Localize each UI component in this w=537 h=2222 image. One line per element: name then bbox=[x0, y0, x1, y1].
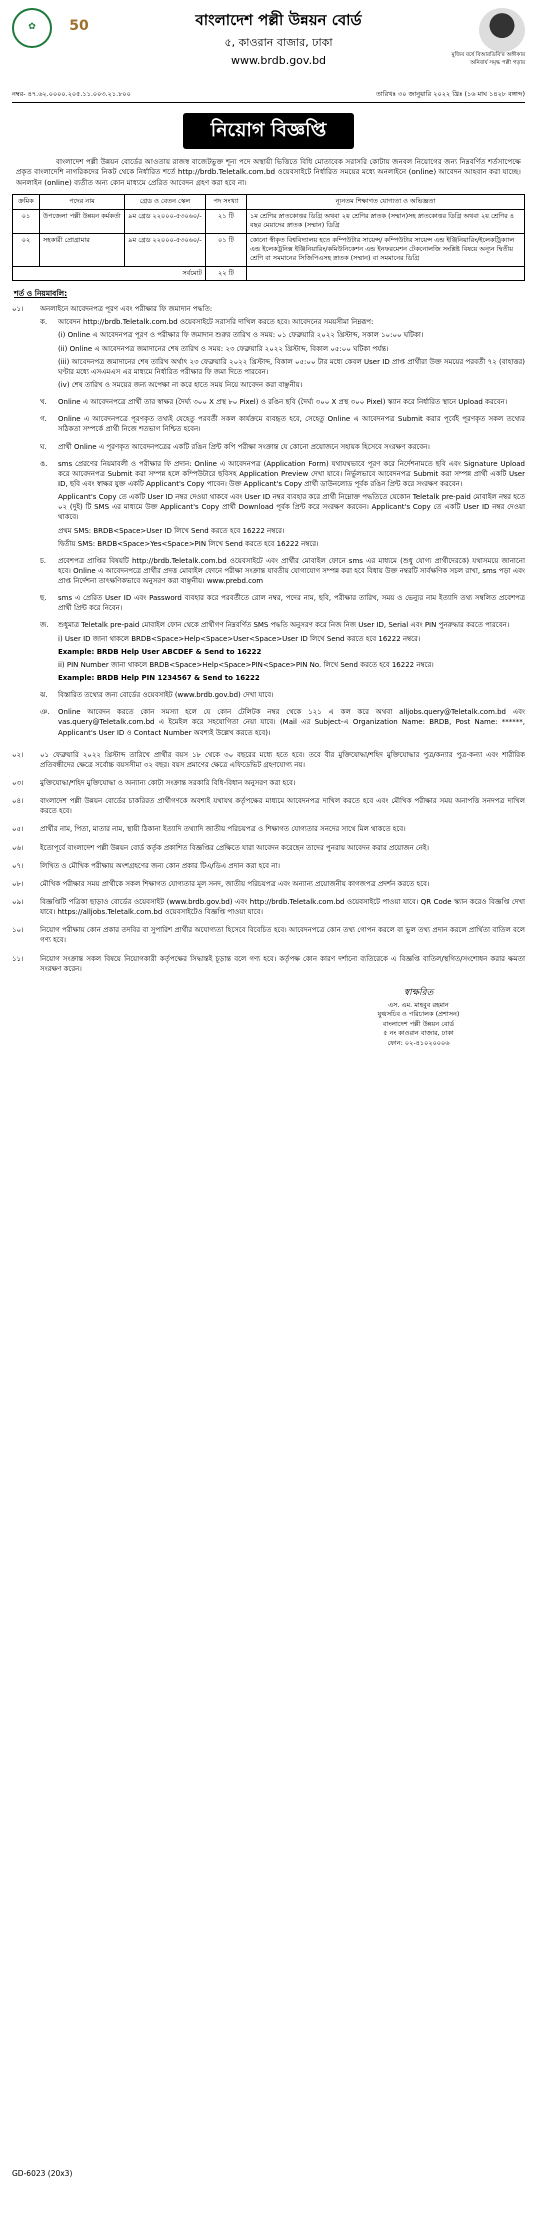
sub-term-paragraph: প্রার্থী Online এ পূরণকৃত আবেদনপত্রের একটি রঙিন প্রিন্ট কপি পরীক্ষা সংক্রান্ত যে কোনো প্রয়োজনে সহায়ক হিসেবে সংরক্ষণ করবেন। bbox=[58, 442, 430, 451]
sub-term-item bbox=[40, 690, 525, 703]
sub-term-letter: চ. bbox=[40, 556, 47, 565]
term-body bbox=[40, 925, 525, 948]
term-text: মৌখিক পরীক্ষার সময় প্রার্থীকে সকল শিক্ষাগত যোগ্যতার মূল সনদ, জাতীয় পরিচয়পত্র এবং অন্যান্য প্রয়োজনীয় কাগজপত্র প্রদর্শন করতে হবে। bbox=[40, 879, 430, 888]
sub-term-letter: জ. bbox=[40, 621, 49, 630]
term-item bbox=[12, 925, 525, 948]
term-number: ০১। bbox=[12, 305, 24, 314]
signatory-address: ৫ নং কাওরান বাজার, ঢাকা bbox=[383, 1029, 454, 1038]
sub-term-item bbox=[40, 556, 525, 589]
term-item bbox=[12, 304, 525, 745]
sub-term-paragraph: প্রবেশপত্র প্রাপ্তির বিষয়টি http://brdb.Teletalk.com.bd ওয়েবসাইটে এবং প্রার্থীর মোবাইল ফোনে sms এর মাধ্যমে (শুধু যোগ্য প্রার্থীদেরকে) যথাসময়ে জানানো হবে। Online এ আবেদনপত্রে প্রার্থীর প্রদত্ত মোবাইল ফোনে পরীক্ষা সংক্রান্ত যাবতীয় যোগাযোগ সম্পন্ন করা হবে বিধায় উক্ত নম্বরটি সার্বক্ষণিক সচল রাখা, sms পড়া এবং প্রাপ্ত নির্দেশনা তাৎক্ষণিকভাবে অনুসরণ করা বাঞ্ছনীয়। www.prebd.com bbox=[58, 556, 525, 586]
term-text: লিখিত ও মৌখিক পরীক্ষায় অংশগ্রহণের জন্য কোন প্রকার টিএ/ডিএ প্রদান করা হবে না। bbox=[40, 861, 280, 870]
total-count: ২২ টি bbox=[206, 266, 247, 280]
sub-term-letter: ঙ. bbox=[40, 459, 48, 468]
term-number: ০৮। bbox=[12, 879, 24, 888]
term-text: ইতোপূর্বে বাংলাদেশ পল্লী উন্নয়ন বোর্ড কর্তৃক প্রকাশিত বিজ্ঞপ্তির প্রেক্ষিতে যারা আবেদন করেছেন তাদের পুনরায় আবেদন করার প্রয়োজন নেই। bbox=[40, 843, 430, 852]
sub-term-letter: ছ. bbox=[40, 594, 47, 603]
sub-term-paragraph: ii) PIN Number জানা থাকলে BRDB<Space>Help<Space>PIN<Space>PIN No. লিখে Send করতে হবে 16222 নম্বরে। bbox=[58, 660, 434, 669]
term-item bbox=[12, 824, 525, 837]
signatory-name: এস. এম. মাহবুব রহমান bbox=[388, 1000, 449, 1009]
sub-term-letter: ঘ. bbox=[40, 442, 47, 451]
terms-heading: শর্ত ও নিয়মাবলি: bbox=[14, 289, 68, 299]
col-qualification: ন্যূনতম শিক্ষাগত যোগ্যতা ও অভিজ্ঞতা bbox=[247, 195, 525, 209]
sub-term-paragraph: দ্বিতীয় SMS: BRDB<Space>Yes<Space>PIN লিখে Send করতে হবে 16222 নম্বরে। bbox=[58, 539, 319, 548]
title-wrap bbox=[12, 113, 525, 149]
term-item bbox=[12, 954, 525, 977]
sub-term-paragraph: (iii) আবেদনপত্র জমাদানের শেষ তারিখ অর্থাৎ ২৩ ফেব্রুয়ারি ২০২২ খ্রিস্টাব্দ, বিকাল ০৫:০০ টার মধ্যে কেবল User ID প্রাপ্ত প্রার্থীরা উক্ত সময়ের পরবর্তী ৭২ (বাহাত্তর) ঘণ্টার মধ্যে এসএমএস এর মাধ্যমে নির্ধারিত পরীক্ষার ফি জমা দিতে পারবেন। bbox=[58, 357, 525, 376]
sub-term-item bbox=[40, 593, 525, 616]
term-text: নিয়োগ পরীক্ষায় কোন প্রকার তদবির বা সুপারিশ প্রার্থীর অযোগ্যতা হিসেবে বিবেচিত হবে। আবেদনপত্রে কোন তথ্য গোপন করলে বা ভুল তথ্য প্রদান করলে প্রার্থিতা বাতিল বলে গণ্য হবে। bbox=[40, 926, 525, 945]
sub-term-paragraph: আবেদন http://brdb.Teletalk.com.bd ওয়েবসাইটে সরাসরি দাখিল করতে হবে। আবেদনের সময়সীমা নিম্নরূপ: bbox=[58, 318, 374, 327]
sub-term-paragraph: Applicant's Copy তে একটি User ID নম্বর দেওয়া থাকবে এবং User ID নম্বর ব্যবহার করে প্রার্থী নিম্নোক্ত পদ্ধতিতে যেকোন Teletalk pre-paid মোবাইল নম্বর হতে ০২ (দুই) টি SMS এর মাধ্যমে উক্ত Applicant's Copy প্রার্থী Download পূর্বক প্রিন্ট করে সংরক্ষণ করবেন। Applicant's Copy তে একটি User ID নম্বর দেওয়া থাকবে। bbox=[58, 493, 525, 522]
row-serial: ০১ bbox=[13, 209, 40, 233]
term-number: ০৫। bbox=[12, 825, 24, 834]
table-total-row bbox=[13, 266, 525, 280]
sub-term-body bbox=[58, 459, 525, 552]
term-text: নিয়োগ সংক্রান্ত সকল বিষয়ে নিয়োগকারী কর্তৃপক্ষের সিদ্ধান্তই চূড়ান্ত বলে গণ্য হবে। কর্তৃপক্ষ কোন কারণ দর্শানো ব্যতিরেকে এ বিজ্ঞপ্তি বাতিল/স্থগিত/সংশোধন করার ক্ষমতা সংরক্ষণ করেন। bbox=[40, 954, 525, 973]
header bbox=[12, 8, 525, 86]
col-grade: গ্রেড ও বেতন স্কেল bbox=[125, 195, 206, 209]
row-grade: ৯ম গ্রেড ২২০০০-৫৩০৬০/- bbox=[125, 233, 206, 266]
signature-mark: স্বাক্ষরিত bbox=[403, 987, 434, 998]
notice-date: তারিখঃ ৩০ জানুয়ারি ২০২২ খ্রিঃ (১৬ মাঘ ১৪২৮ বঙ্গাব্দ) bbox=[376, 90, 525, 98]
row-count: ২১ টি bbox=[206, 209, 247, 233]
col-serial: ক্রমিক bbox=[13, 195, 40, 209]
signatory-designation: যুগ্মসচিব ও পরিচালক (প্রশাসন) bbox=[377, 1010, 460, 1019]
sub-term-body bbox=[58, 317, 525, 393]
sub-term-item bbox=[40, 442, 525, 455]
term-body bbox=[40, 843, 525, 856]
sub-term-letter: ক. bbox=[40, 318, 48, 327]
sub-term-paragraph: শুধুমাত্র Teletalk pre-paid মোবাইল ফোন থেকে প্রার্থীগণ নিম্নবর্ণিত SMS পদ্ধতি অনুসরণ করে নিজ নিজ User ID, Serial এবং PIN পুনরুদ্ধার করতে পারবেন। bbox=[58, 621, 510, 630]
sub-term-letter: খ. bbox=[40, 398, 47, 407]
row-count: ০১ টি bbox=[206, 233, 247, 266]
row-serial: ০২ bbox=[13, 233, 40, 266]
notice-title: নিয়োগ বিজ্ঞপ্তি bbox=[183, 113, 354, 149]
row-post-name: সহকারী প্রোগ্রামার bbox=[40, 233, 125, 266]
row-post-name: উপজেলা পল্লী উন্নয়ন কর্মকর্তা bbox=[40, 209, 125, 233]
term-text: মুক্তিযোদ্ধা/শহিদ মুক্তিযোদ্ধা ও অন্যান্য কোটা সংক্রান্ত সরকারি বিধি-বিধান অনুসরণ করা হবে। bbox=[40, 779, 296, 788]
term-body bbox=[40, 954, 525, 977]
memo-number: নম্বর- ৪৭.৬২.০০০০.২০৫.১১.০০৩.২১.৮০০ bbox=[12, 90, 131, 98]
sub-term-item bbox=[40, 317, 525, 393]
term-item bbox=[12, 897, 525, 920]
term-text: ০১ ফেব্রুয়ারি ২০২২ খ্রিস্টাব্দ তারিখে প্রার্থীর বয়স ১৮ থেকে ৩০ বছরের মধ্যে হতে হবে। তবে বীর মুক্তিযোদ্ধা/শহিদ মুক্তিযোদ্ধার পুত্র/কন্যার পুত্র-কন্যা এবং শারীরিক প্রতিবন্ধীদের ক্ষেত্রে সর্বোচ্চ বয়সসীমা ৩২ বছর। বয়স প্রমাণের ক্ষেত্রে এফিডেভিট গ্রহণযোগ্য নয়। bbox=[40, 750, 525, 769]
term-number: ১১। bbox=[12, 954, 24, 963]
header-logos bbox=[12, 8, 132, 48]
sub-term-letter: গ. bbox=[40, 415, 47, 424]
term-number: ০২। bbox=[12, 750, 24, 759]
sub-term-paragraph: (iv) শেষ তারিখ ও সময়ের জন্য অপেক্ষা না করে হাতে সময় নিয়ে আবেদন করা বাঞ্ছনীয়। bbox=[58, 380, 303, 389]
term-text: বিজ্ঞপ্তিটি পত্রিকা ছাড়াও বোর্ডের ওয়েবসাইট (www.brdb.gov.bd) এবং http://brdb.Teletalk.com.bd ওয়েবসাইটে পাওয়া যাবে। QR Code স্ক্যান করেও বিজ্ঞপ্তি দেখা যাবে। https://alljobs.Teletalk.com.bd ওয়েবসাইটেও বিজ্ঞপ্তি পাওয়া যাবে। bbox=[40, 898, 525, 917]
sub-term-paragraph: i) User ID জানা থাকলে BRDB<Space>Help<Space>User<Space>User ID লিখে Send করতে হবে 16222 নম্বরে। bbox=[58, 634, 421, 643]
sub-term-body bbox=[58, 397, 525, 410]
golden-jubilee-logo-icon: 50 bbox=[69, 18, 89, 34]
term-body bbox=[40, 897, 525, 920]
term-text: অনলাইনে আবেদনপত্র পূরণ এবং পরীক্ষার ফি জমাদান পদ্ধতি: bbox=[40, 305, 213, 314]
term-body bbox=[40, 879, 525, 892]
sub-term-item bbox=[40, 620, 525, 686]
sub-term-body bbox=[58, 593, 525, 616]
footer-code: GD-6023 (20x3) bbox=[12, 2169, 73, 2179]
terms-list bbox=[12, 304, 525, 977]
intro-paragraph: বাংলাদেশ পল্লী উন্নয়ন বোর্ডের আওতায় রাজস্ব বাজেটভুক্ত শূন্য পদে অস্থায়ী ভিত্তিতে বিধি মোতাবেক সরাসরি কোটায় জনবল নিয়োগের জন্য নিম্নবর্ণিত শর্তসাপেক্ষে প্রকৃত বাংলাদেশি নাগরিকদের নিকট থেকে নির্ধারিত শর্তে http://brdb.Teletalk.com.bd ওয়েবসাইটে নির্ধারিত সময়ের মধ্যে অনলাইনে (online) আবেদন আহবান করা যাচ্ছে। অনলাইন (online) ব্যতীত অন্য কোন মাধ্যমে প্রেরিত আবেদন গ্রহণ করা হবে না। bbox=[16, 156, 521, 187]
org-website: www.brdb.gov.bd bbox=[230, 53, 327, 67]
term-body bbox=[40, 824, 525, 837]
sub-term-paragraph: sms প্রেরণের নিয়মাবলী ও পরীক্ষার ফি প্রদান: Online এ আবেদনপত্র (Application Form) যথাযথভাবে পূরণ করে নির্দেশনামতে ছবি এবং Signature Upload করে আবেদনপত্র Submit করা সম্পন্ন হলে কম্পিউটারে ছবিসহ Application Preview দেখা যাবে। নির্ভুলভাবে আবেদনপত্র Submit করা সম্পন্ন প্রার্থী একটি User ID, ছবি এবং স্বাক্ষর যুক্ত একটি Applicant's Copy পাবেন। উক্ত Applicant's Copy প্রার্থী ডাউনলোড পূর্বক রঙিন প্রিন্ট করে সংরক্ষণ করবেন। bbox=[58, 459, 525, 488]
term-text: বাংলাদেশ পল্লী উন্নয়ন বোর্ডের চাকরিরত প্রার্থীগণকে অবশ্যই যথাযথ কর্তৃপক্ষের মাধ্যমে আবেদনপত্র দাখিল করতে হবে এবং মৌখিক পরীক্ষার সময় অনাপত্তি সনদপত্র দাখিল করতে হবে। bbox=[40, 797, 525, 816]
term-number: ০৩। bbox=[12, 779, 24, 788]
table-row bbox=[13, 233, 525, 266]
sub-term-item bbox=[40, 414, 525, 437]
posts-table-header bbox=[13, 195, 525, 209]
row-qualification: কোনো স্বীকৃত বিশ্ববিদ্যালয় হতে কম্পিউটার সায়েন্স/ কম্পিউটার সায়েন্স এন্ড ইঞ্জিনিয়ারিং/ইলেকট্রিক্যাল এন্ড ইলেকট্রনিক্স ইঞ্জিনিয়ারিং/কমিউনিকেশন এন্ড ইনফরমেশন টেকনোলজি সংশ্লিষ্ট বিষয়ে অন্যূন দ্বিতীয় শ্রেণি বা সমমানের সিজিপিএসহ স্নাতক (সম্মান) বা সমমানের ডিগ্রি bbox=[247, 233, 525, 266]
sub-term-body bbox=[58, 690, 525, 703]
total-empty bbox=[247, 266, 525, 280]
sub-term-body bbox=[58, 414, 525, 437]
term-item bbox=[12, 879, 525, 892]
term-item bbox=[12, 796, 525, 819]
right-caption-2: অনিবার্য সমৃদ্ধ পল্লী গড়ার bbox=[470, 59, 525, 66]
signatory-org: বাংলাদেশ পল্লী উন্নয়ন বোর্ড bbox=[382, 1019, 455, 1028]
header-right bbox=[425, 8, 525, 68]
sub-term-body bbox=[58, 442, 525, 455]
header-center bbox=[132, 8, 425, 69]
org-address: ৫, কাওরান বাজার, ঢাকা bbox=[224, 35, 333, 49]
portrait-icon bbox=[479, 8, 525, 52]
sub-term-body bbox=[58, 707, 525, 740]
sub-term-body bbox=[58, 620, 525, 686]
term-item bbox=[12, 750, 525, 773]
term-item bbox=[12, 861, 525, 874]
sub-term-item bbox=[40, 397, 525, 410]
term-number: ১০। bbox=[12, 926, 24, 935]
term-item bbox=[12, 778, 525, 791]
term-number: ০৭। bbox=[12, 861, 24, 870]
sub-term-letter: ঞ. bbox=[40, 708, 50, 717]
posts-table bbox=[12, 194, 525, 281]
sub-term-paragraph: Online এ আবেদনপত্রে পূরণকৃত তথ্যই যেহেতু পরবর্তী সকল কার্যক্রমে ব্যবহৃত হবে, সেহেতু Online এ আবেদনপত্র Submit করার পূর্বেই পূরণকৃত সকল তথ্যের সঠিকতা সম্পর্কে প্রার্থী নিজে শতভাগ নিশ্চিত হবেন। bbox=[58, 415, 525, 434]
right-caption-1: মুজিব বর্ষে বিআরডিবি'র অঙ্গীকার bbox=[451, 52, 525, 58]
sub-term-item bbox=[40, 707, 525, 740]
sub-term-paragraph: Example: BRDB Help User ABCDEF & Send to 16222 bbox=[58, 647, 262, 656]
term-text: প্রার্থীর নাম, পিতা, মাতার নাম, স্থায়ী ঠিকানা ইত্যাদি তথ্যাদি জাতীয় পরিচয়পত্র ও শিক্ষাগত যোগ্যতার সনদের সাথে মিল থাকতে হবে। bbox=[40, 825, 406, 834]
sub-term-paragraph: sms এ প্রেরিত User ID এবং Password ব্যবহার করে পরবর্তীতে রোল নম্বর, পদের নাম, ছবি, পরীক্ষার তারিখ, সময় ও ভেন্যুর নাম ইত্যাদি তথ্য সম্বলিত প্রবেশপত্র প্রার্থী প্রিন্ট করে নিবেন। bbox=[58, 594, 525, 613]
term-body bbox=[40, 778, 525, 791]
term-body bbox=[40, 861, 525, 874]
term-number: ০৬। bbox=[12, 843, 24, 852]
memo-date-row bbox=[12, 90, 525, 103]
sub-term-letter: ঝ. bbox=[40, 691, 48, 700]
term-body bbox=[40, 304, 525, 745]
sub-term-paragraph: বিস্তারিত তথ্যের জন্য বোর্ডের ওয়েবসাইট (www.brdb.gov.bd) দেখা যাবে। bbox=[58, 691, 274, 700]
col-post-name: পদের নাম bbox=[40, 195, 125, 209]
sub-term-paragraph: প্রথম SMS: BRDB<Space>User ID লিখে Send করতে হবে 16222 নম্বরে। bbox=[58, 526, 285, 535]
brdb-emblem-icon: ✿ bbox=[12, 8, 52, 48]
term-body bbox=[40, 796, 525, 819]
total-label: সর্বমোট bbox=[13, 266, 206, 280]
col-count: পদ সংখ্যা bbox=[206, 195, 247, 209]
table-row bbox=[13, 209, 525, 233]
org-name: বাংলাদেশ পল্লী উন্নয়ন বোর্ড bbox=[195, 11, 362, 29]
sub-term-body bbox=[58, 556, 525, 589]
signatory-phone: ফোন: ০২-৪১০২০০০৬ bbox=[387, 1038, 450, 1047]
row-grade: ৯ম গ্রেড ২২০০০-৫৩০৬০/- bbox=[125, 209, 206, 233]
signature-block bbox=[312, 987, 525, 1048]
sub-term-paragraph: Example: BRDB Help PIN 1234567 & Send to 16222 bbox=[58, 674, 260, 683]
sub-term-paragraph: (ii) Online এ আবেদনপত্র জমাদানের শেষ তারিখ ও সময়: ২৩ ফেব্রুয়ারি ২০২২ খ্রিস্টাব্দ, বিকাল ০৫:০০ ঘটিকা পর্যন্ত। bbox=[58, 344, 389, 353]
term-body bbox=[40, 750, 525, 773]
sub-term-paragraph: Online এ আবেদনপত্রে প্রার্থী তার স্বাক্ষর (দৈর্ঘ্য ৩০০ X প্রস্থ ৮০ Pixel) ও রঙিন ছবি (দৈর্ঘ্য ৩০০ X প্রস্থ ৩০০ Pixel) স্ক্যান করে নির্ধারিত স্থানে Upload করবেন। bbox=[58, 398, 508, 407]
sub-term-item bbox=[40, 459, 525, 552]
sub-term-paragraph: (i) Online এ আবেদনপত্র পূরণ ও পরীক্ষার ফি জমাদান শুরুর তারিখ ও সময়: ০১ ফেব্রুয়ারি ২০২২ খ্রিস্টাব্দ, সকাল ১০:০০ ঘটিকা। bbox=[58, 331, 424, 340]
term-number: ০৯। bbox=[12, 898, 24, 907]
row-qualification: ১ম শ্রেণির স্নাতকোত্তর ডিগ্রি অথবা ২য় শ্রেণির স্নাতক (সম্মান)সহ স্নাতকোত্তর ডিগ্রি অথবা ২য় শ্রেণির ৪ বছর মেয়াদের স্নাতক (সম্মান) ডিগ্রি bbox=[247, 209, 525, 233]
term-item bbox=[12, 843, 525, 856]
sub-term-paragraph: Online আবেদন করতে কোন সমস্যা হলে যে কোন টেলিটক নম্বর থেকে ১২১ এ কল করে অথবা alljobs.query@Teletalk.com.bd এবং vas.query@Teletalk.com.bd এ ইমেইল করে সহযোগিতা নেয়া যাবে। (Mail এর Subject-এ Organization Name: BRDB, Post Name: ******, Applicant's User ID ও Contact Number অবশ্যই উল্লেখ করতে হবে)। bbox=[58, 708, 525, 737]
term-number: ০৪। bbox=[12, 797, 24, 806]
